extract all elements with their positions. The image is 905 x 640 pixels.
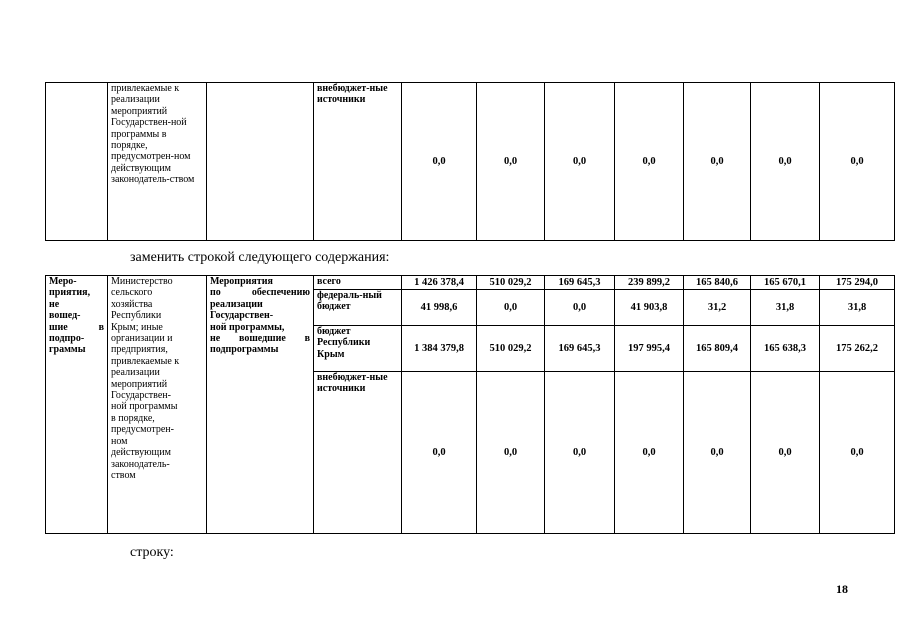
value-cell: 0,0 [477,83,545,241]
paragraph-replace: заменить строкой следующего содержания: [130,250,390,265]
value-cell: 197 995,4 [615,326,684,372]
page-number: 18 [836,582,848,596]
top-table-fragment [45,82,895,241]
value-cell: 1 426 378,4 [402,276,477,290]
value-cell: 0,0 [545,83,615,241]
bottom-table [45,275,895,534]
cell-empty-col3 [207,83,314,241]
line: хозяйства [111,298,153,310]
line: организации и [111,333,173,345]
line: подпро- [49,333,85,345]
source-cell: федераль-ный бюджет [314,290,402,326]
value-cell: 165 809,4 [684,326,751,372]
line: действующим [111,447,171,459]
line: по обеспечению [210,287,310,299]
value-cell: 0,0 [820,372,895,534]
value-cell: 0,0 [477,372,545,534]
paragraph-row: строку: [130,545,174,560]
value-cell: 165 638,3 [751,326,820,372]
source-cell: бюджет Республики Крым [314,326,402,372]
value-cell: 0,0 [615,372,684,534]
line: предприятия, [111,344,168,356]
line: реализации [111,367,160,379]
line: Крым; иные [111,321,163,333]
value-cell: 510 029,2 [477,326,545,372]
value-cell: 0,0 [684,372,751,534]
value-cell: 0,0 [545,372,615,534]
org-cell [108,83,207,241]
line: подпрограммы [210,344,279,356]
value-cell: 31,8 [820,290,895,326]
line: шие в [49,321,104,333]
line: сельского [111,287,153,299]
source-text: внебюджет-ные источники [317,83,388,106]
line: Министерство [111,276,173,287]
line: законодатель- [111,458,170,470]
value-cell: 239 899,2 [615,276,684,290]
value-cell: 0,0 [402,372,477,534]
line: граммы [49,344,86,356]
line: предусмотрен- [111,424,174,436]
line: ном [111,435,128,447]
cell-empty-col1 [46,83,108,241]
value-cell: 41 998,6 [402,290,477,326]
line: приятия, [49,287,91,299]
source-cell: всего [314,276,402,290]
line: ной программы, [210,321,285,333]
line: Государствен- [111,390,171,402]
value-cell: 175 262,2 [820,326,895,372]
value-cell: 0,0 [402,83,477,241]
line: Мероприятия [210,276,273,287]
value-cell: 165 670,1 [751,276,820,290]
measure-cell [207,276,314,534]
activity-label-cell [46,276,108,534]
org-text: привлекаемые к реализации мероприятий Государствен-ной программы в порядке, предусмотрен-ном действующим законодатель-ством [111,83,195,186]
line: ством [111,469,136,481]
line: привлекаемые к [111,355,180,367]
source-cell [314,83,402,241]
line: реализации [210,298,263,310]
source-cell: внебюджет-ные источники [314,372,402,534]
line: Республики [111,310,162,322]
value-cell: 0,0 [615,83,684,241]
value-cell: 175 294,0 [820,276,895,290]
value-cell: 31,2 [684,290,751,326]
value-cell: 0,0 [477,290,545,326]
value-cell: 31,8 [751,290,820,326]
value-cell: 0,0 [545,290,615,326]
value-cell: 0,0 [684,83,751,241]
value-cell: 169 645,3 [545,276,615,290]
value-cell: 510 029,2 [477,276,545,290]
line: мероприятий [111,378,168,390]
value-cell: 0,0 [820,83,895,241]
value-cell: 165 840,6 [684,276,751,290]
line: Государствен- [210,310,274,322]
value-cell: 0,0 [751,372,820,534]
value-cell: 41 903,8 [615,290,684,326]
line: в порядке, [111,412,155,424]
line: ной программы [111,401,178,413]
value-cell: 0,0 [751,83,820,241]
value-cell: 1 384 379,8 [402,326,477,372]
line: не [49,298,60,310]
line: Меро- [49,276,77,287]
executor-cell [108,276,207,534]
value-cell: 169 645,3 [545,326,615,372]
line: вошед- [49,310,81,322]
line: не вошедшие в [210,333,310,345]
